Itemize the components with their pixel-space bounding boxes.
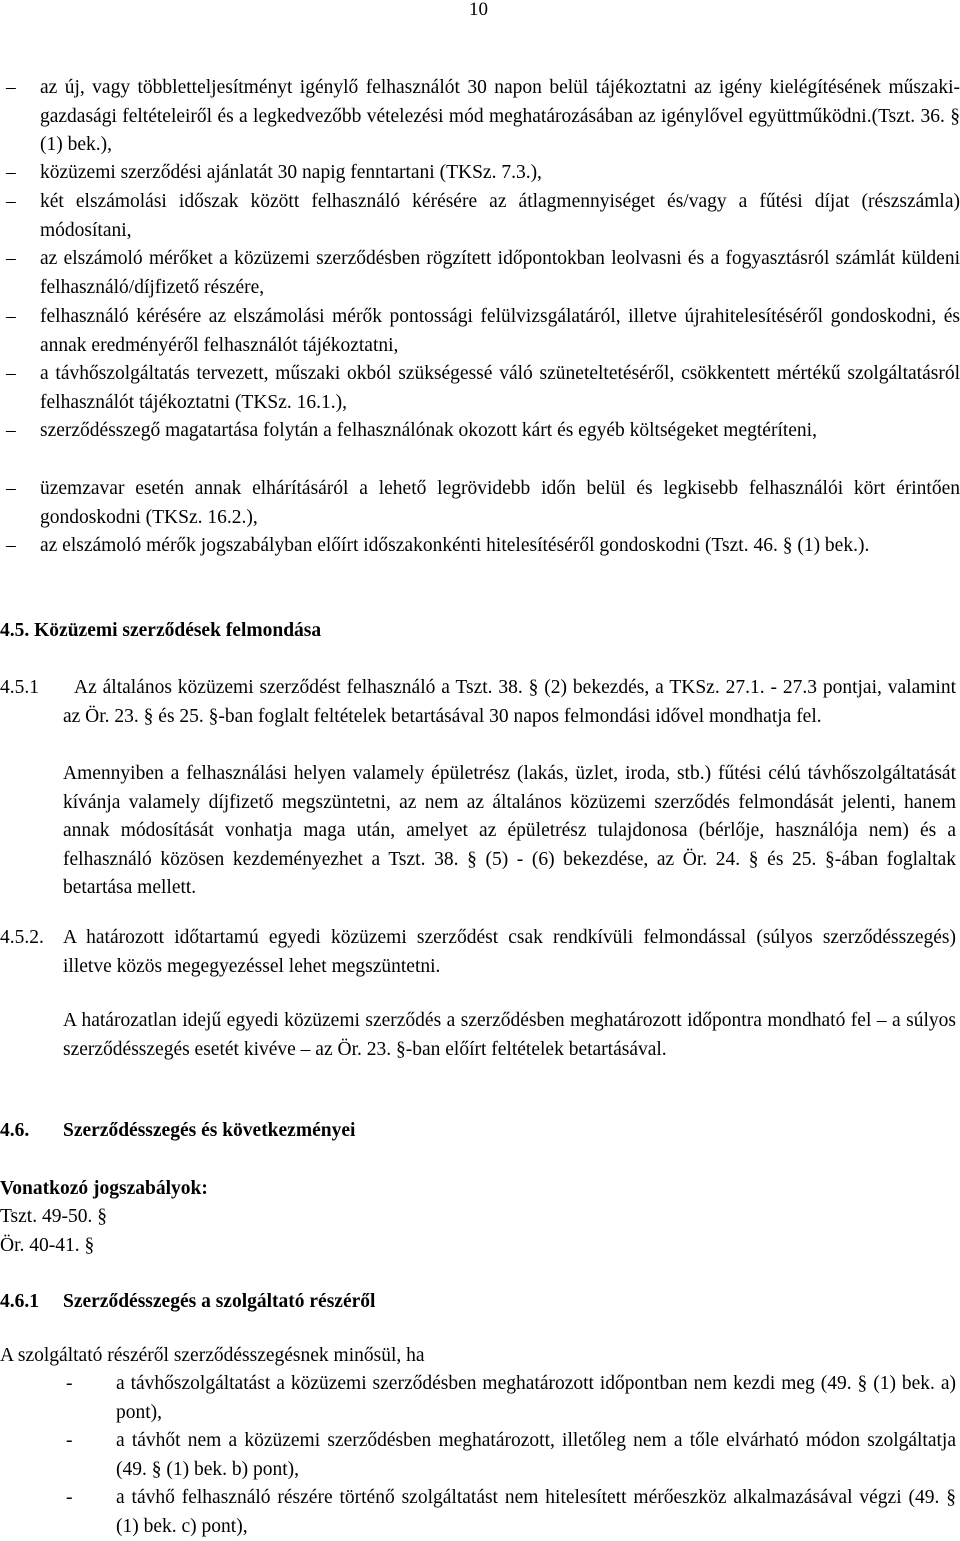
page-number: 10 <box>469 0 488 20</box>
list-item-text: az új, vagy többletteljesítményt igénylő felhasználót 30 napon belül tájékoztatni az igény kielégítésének műszaki-gazdasági feltételeiről és a legkedvezőbb vételezési mód meghatározásában az igénylővel együttműködni.(Tszt. 36. § (1) bek.), <box>40 77 960 155</box>
paragraph: Amennyiben a felhasználási helyen valamely épületrész (lakás, üzlet, iroda, stb.) fűtési célú távhőszolgáltatását kívánja valamely díjfizető megszüntetni, az nem az általános közüzemi szerződés felmondását jelenti, hanem annak módosítását vonhatja maga után, amelyet az épületrész tulajdonosa (bérlője, használója nem) és a felhasználó közösen kezdeményezhet a Tszt. 38. § (5) - (6) bekezdése, az Ör. 24. § és 25. §-ában foglaltak betartása mellett. <box>63 763 956 898</box>
section-heading: Szerződésszegés és következményei <box>63 1120 356 1141</box>
dash-marker: - <box>66 1373 73 1394</box>
paragraph-text: Az általános közüzemi szerződést felhasználó a Tszt. 38. § (2) bekezdés, a TKSz. 27.1. - 27.3 pontjai, valamint az Ör. 23. § és 25. §-ban foglalt feltételek betartásával 30 napos felmondási idővel mondhatja fel. <box>63 677 956 727</box>
bullet-marker: – <box>6 77 16 98</box>
list-item-text: az elszámoló mérőket a közüzemi szerződésben rögzített időpontokban leolvasni és a fogyasztásról számlát küldeni felhasználó/díjfizető részére, <box>40 248 960 298</box>
regulations-heading: Vonatkozó jogszabályok: <box>0 1178 208 1199</box>
bullet-marker: – <box>6 306 16 327</box>
bullet-marker: – <box>6 363 16 384</box>
subsection-heading: Szerződésszegés a szolgáltató részéről <box>63 1291 376 1312</box>
bullet-marker: – <box>6 162 16 183</box>
regulation-line: Ör. 40-41. § <box>0 1235 95 1256</box>
paragraph: A határozatlan idejű egyedi közüzemi szerződés a szerződésben meghatározott időpontra mondható fel – a súlyos szerződésszegés esetét kivéve – az Ör. 23. §-ban előírt feltételek betartásával. <box>63 1010 956 1060</box>
list-item-text: a távhő felhasználó részére történő szolgáltatást nem hitelesített mérőeszköz alkalmazásával végzi (49. § (1) bek. c) pont), <box>116 1487 956 1537</box>
paragraph <box>63 674 956 731</box>
dash-marker: - <box>66 1430 73 1451</box>
list-item-text: közüzemi szerződési ajánlatát 30 napig fenntartani (TKSz. 7.3.), <box>40 162 542 183</box>
section-number: 4.6. <box>0 1120 30 1141</box>
list-item-text: üzemzavar esetén annak elhárításáról a lehető legrövidebb időn belül és legkisebb felhasználói kört érintően gondoskodni (TKSz. 16.2.), <box>40 478 960 528</box>
list-item-text: felhasználó kérésére az elszámolási mérők pontossági felülvizsgálatáról, illetve újrahitelesítéséről gondoskodni, és annak eredményéről felhasználót tájékoztatni, <box>40 306 960 356</box>
bullet-marker: – <box>6 478 16 499</box>
regulation-line: Tszt. 49-50. § <box>0 1206 107 1227</box>
bullet-marker: – <box>6 248 16 269</box>
section-heading: 4.5. Közüzemi szerződések felmondása <box>0 620 322 641</box>
list-item-text: a távhőszolgáltatást a közüzemi szerződésben meghatározott időpontban nem kezdi meg (49. § (1) bek. a) pont), <box>116 1373 956 1423</box>
dash-marker: - <box>66 1487 73 1508</box>
list-item-text: két elszámolási időszak között felhasználó kérésére az átlagmennyiséget és/vagy a fűtési díjat (részszámla) módosítani, <box>40 191 960 241</box>
list-item-text: az elszámoló mérők jogszabályban előírt időszakonkénti hitelesítéséről gondoskodni (Tszt. 46. § (1) bek.). <box>40 535 870 556</box>
item-number: 4.5.1 <box>0 677 39 698</box>
item-number: 4.5.2. <box>0 927 44 948</box>
item-number: 4.6.1 <box>0 1291 39 1312</box>
bullet-marker: – <box>6 191 16 212</box>
intro-text: A szolgáltató részéről szerződésszegésnek minősül, ha <box>0 1345 425 1366</box>
list-item-text: szerződésszegő magatartása folytán a felhasználónak okozott kárt és egyéb költségeket megtéríteni, <box>40 420 817 441</box>
bullet-marker: – <box>6 420 16 441</box>
list-item-text: a távhőt nem a közüzemi szerződésben meghatározott, illetőleg nem a tőle elvárható módon szolgáltatja (49. § (1) bek. b) pont), <box>116 1430 956 1480</box>
bullet-marker: – <box>6 535 16 556</box>
list-item-text: a távhőszolgáltatás tervezett, műszaki okból szükségessé váló szüneteltetéséről, csökkentett mértékű szolgáltatásról felhasználót tájékoztatni (TKSz. 16.1.), <box>40 363 960 413</box>
paragraph: A határozott időtartamú egyedi közüzemi szerződést csak rendkívüli felmondással (súlyos szerződésszegés) illetve közös megegyezéssel lehet megszüntetni. <box>63 927 956 977</box>
